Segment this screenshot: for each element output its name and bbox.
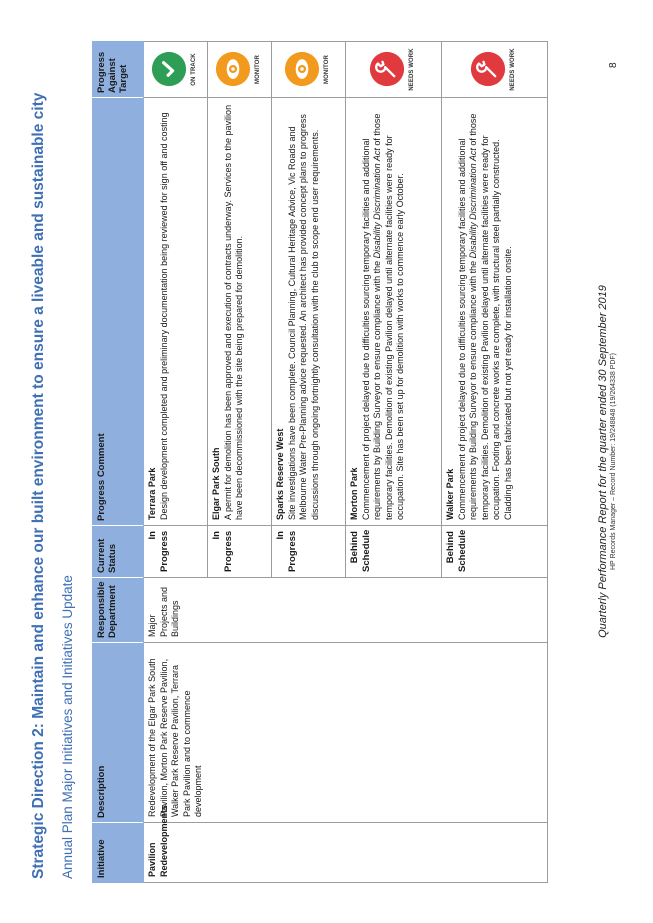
site-name: Walker Park xyxy=(445,468,455,520)
progress-target-cell xyxy=(272,42,346,98)
status-cell: Behind Schedule xyxy=(346,526,442,578)
status-cell: In Progress xyxy=(208,526,272,578)
header-comment: Progress Comment xyxy=(93,98,144,526)
site-name: Sparks Reserve West xyxy=(275,428,285,520)
header-status: Current Status xyxy=(93,526,144,578)
status-cell: In Progress xyxy=(144,526,208,578)
progress-target-cell xyxy=(442,42,548,98)
initiatives-table xyxy=(92,41,548,883)
footer-record-ref: HP Records Manager – Record Number: 19/248848 (19/264338 PDF) xyxy=(610,353,617,570)
site-name: Elgar Park South xyxy=(211,447,221,520)
header-department: Responsible Department xyxy=(93,578,144,643)
page-subheading: Annual Plan Major Initiatives and Initiatives Update xyxy=(60,575,75,879)
page-number: 8 xyxy=(608,62,619,68)
header-initiative: Initiative xyxy=(93,823,144,883)
comment-text: Design development completed and preliminary documentation being reviewed for sign off and costing xyxy=(158,112,169,520)
page-heading: Strategic Direction 2: Maintain and enhance our built environment to ensure a liveable and sustainable city xyxy=(30,92,47,879)
footer-title: Quarterly Performance Report for the quarter ended 30 September 2019 xyxy=(597,285,609,638)
status-cell: In Progress xyxy=(272,526,346,578)
comment-text: A permit for demolition has been approved and execution of contracts underway. Services to the pavilion have been decommissioned with the site being prepared for demolition. xyxy=(222,104,245,520)
status-badge-label: NEEDS WORK xyxy=(408,48,415,91)
comment-cell xyxy=(272,98,346,526)
comment-cell xyxy=(442,98,548,526)
comment-cell xyxy=(346,98,442,526)
comment-text: Commencement of project delayed due to difficulties sourcing temporary facilities and additional requirements by Building Surveyor to ensure compliance with the xyxy=(360,138,383,520)
header-target: Progress Against Target xyxy=(93,42,144,98)
initiative-cell: Pavilion Redevelopments xyxy=(144,823,548,883)
act-name-text: Disability Discrimination Act xyxy=(372,148,383,259)
progress-target-cell xyxy=(208,42,272,98)
progress-target-cell xyxy=(346,42,442,98)
check-icon xyxy=(151,52,187,88)
wrench-icon xyxy=(369,52,405,88)
department-cell: Major Projects and Buildings xyxy=(144,578,548,643)
table-header-row xyxy=(93,42,144,883)
site-name: Morton Park xyxy=(349,467,359,520)
status-badge-label: MONITOR xyxy=(323,55,330,84)
header-description: Description xyxy=(93,643,144,823)
status-badge-label: NEEDS WORK xyxy=(509,48,516,91)
comment-text: Site investigations have been complete. Council Planning, Cultural Heritage Advice, Vic Roads and Melbourne Water Pre-Planning advice requested. An architect has provided concept plans to progress discussions through ongoing fortnightly consultation with the club to scope end user requirements. xyxy=(286,114,320,520)
progress-target-cell xyxy=(144,42,208,98)
wrench-icon xyxy=(470,52,506,88)
site-name: Terrara Park xyxy=(147,467,157,520)
status-badge-label: MONITOR xyxy=(254,55,261,84)
act-name-text: Disability Discrimination Act xyxy=(468,148,479,259)
comment-text: Commencement of project delayed due to difficulties sourcing temporary facilities and additional requirements by Building Surveyor to ensure compliance with the xyxy=(456,138,479,520)
comment-cell xyxy=(208,98,272,526)
eye-icon xyxy=(284,52,320,88)
comment-text: of those temporary facilities. Demolition of existing Pavilion delayed until alternate facilities were ready for occupation. Site has been set up for demolition with works to commence early October. xyxy=(372,113,406,520)
eye-icon xyxy=(215,52,251,88)
comment-text: of those temporary facilities. Demolition of existing Pavilion delayed until alternate facilities were ready for occupation. Footing and concrete works are complete, with structural steel partially constructed. Cladding has been fabricated but not yet ready for installation onsite. xyxy=(468,113,513,520)
comment-cell xyxy=(144,98,208,526)
status-cell: Behind Schedule xyxy=(442,526,548,578)
description-cell: Redevelopment of the Elgar Park South Pavilion, Morton Park Reserve Pavilion, Walker Park Reserve Pavilion, Terrara Park Pavilion and to commence development xyxy=(144,643,548,823)
table-row xyxy=(144,42,208,883)
table-body xyxy=(144,42,548,883)
status-badge-label: ON TRACK xyxy=(190,53,197,86)
